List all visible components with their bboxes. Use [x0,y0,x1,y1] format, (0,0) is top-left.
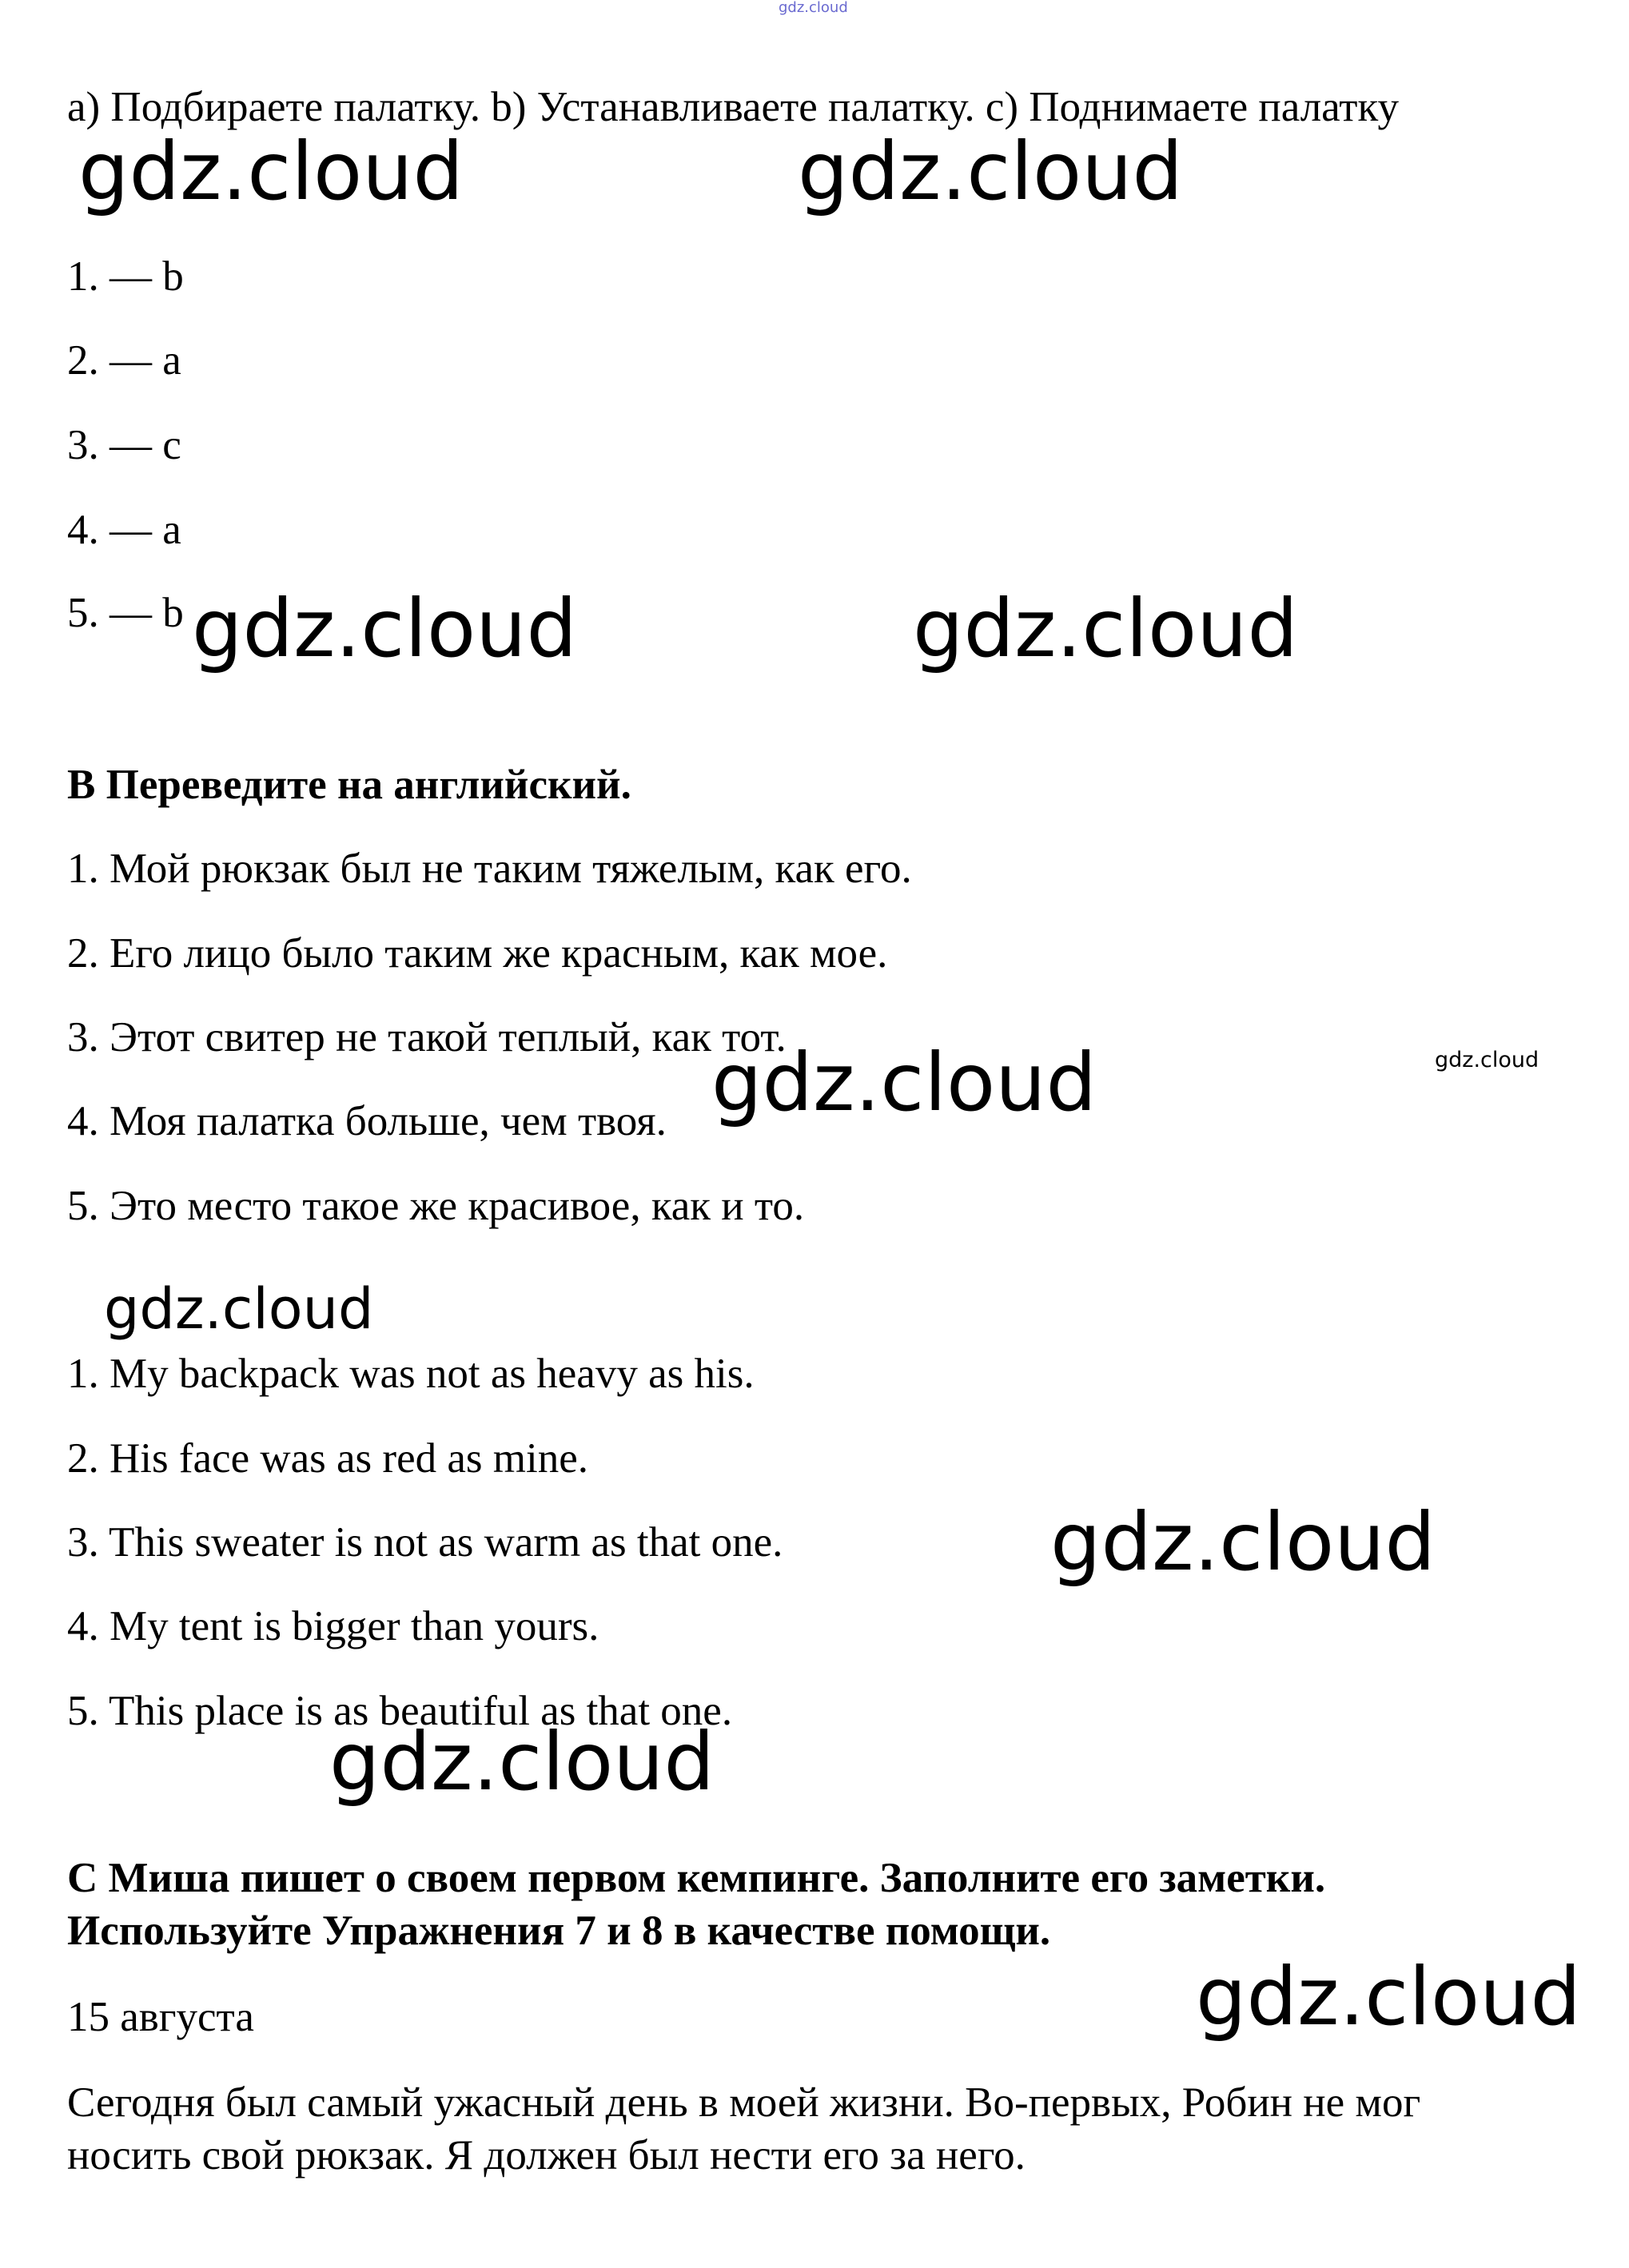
note-body-line2: носить свой рюкзак. Я должен был нести его за него. [67,2132,1026,2178]
russian-sentence-3: 3. Этот свитер не такой теплый, как тот. [67,1014,787,1060]
watermark: gdz.cloud [192,582,578,675]
watermark: gdz.cloud [1196,1950,1582,2043]
note-body-line1: Сегодня был самый ужасный день в моей жизни. Во-первых, Робин не мог [67,2079,1421,2126]
watermark: gdz.cloud [711,1036,1097,1129]
section-c-heading-line2: Используйте Упражнения 7 и 8 в качестве помощи. [67,1908,1051,1954]
section-c-heading-line1: C Миша пишет о своем первом кемпинге. Заполните его заметки. [67,1855,1326,1901]
watermark: gdz.cloud [78,125,464,218]
answer-a-3: 3. — c [67,422,181,468]
watermark: gdz.cloud [798,125,1184,218]
russian-sentence-2: 2. Его лицо было таким же красным, как мое. [67,930,888,977]
answer-a-4: 4. — a [67,507,181,553]
answer-a-1: 1. — b [67,253,184,300]
russian-sentence-4: 4. Моя палатка больше, чем твоя. [67,1098,667,1144]
russian-sentence-5: 5. Это место такое же красивое, как и то. [67,1183,805,1229]
english-sentence-1: 1. My backpack was not as heavy as his. [67,1351,755,1397]
english-sentence-3: 3. This sweater is not as warm as that one. [67,1519,783,1566]
section-b-heading: B Переведите на английский. [67,762,631,808]
answer-a-2: 2. — a [67,337,181,384]
english-sentence-2: 2. His face was as red as mine. [67,1435,588,1482]
watermark: gdz.cloud [1050,1495,1436,1589]
watermark: gdz.cloud [329,1715,715,1808]
russian-sentence-1: 1. Мой рюкзак был не таким тяжелым, как его. [67,846,912,892]
english-sentence-4: 4. My tent is bigger than yours. [67,1603,599,1649]
answer-a-5: 5. — b [67,590,184,636]
section-a-intro: a) Подбираете палатку. b) Устанавливаете палатку. c) Поднимаете палатку [67,84,1399,130]
watermark: gdz.cloud [104,1276,374,1342]
watermark-small: gdz.cloud [1435,1048,1539,1072]
english-sentence-5: 5. This place is as beautiful as that one. [67,1688,733,1734]
watermark: gdz.cloud [913,582,1299,675]
watermark-top: gdz.cloud [779,0,848,16]
note-date: 15 августа [67,1994,254,2040]
